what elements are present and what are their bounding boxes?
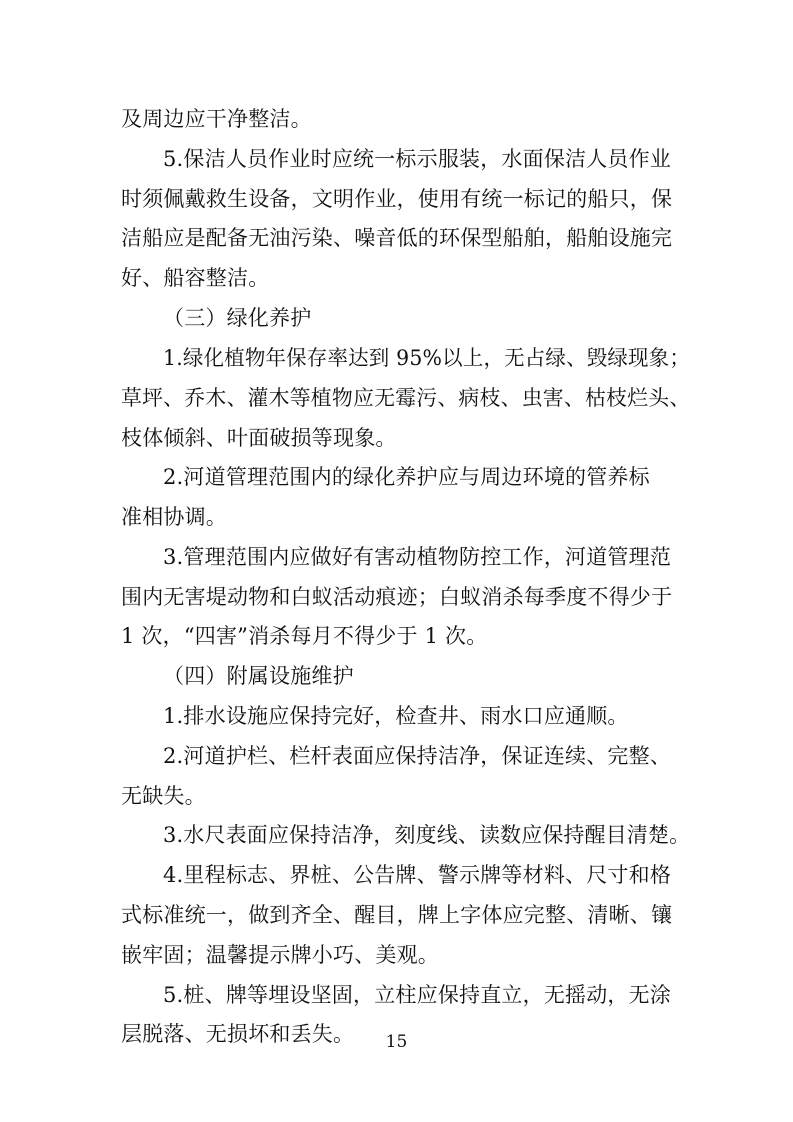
text-line: 2.河道管理范围内的绿化养护应与周边环境的管养标 [163,465,650,489]
text-line: 层脱落、无损坏和丢失。 [121,1022,355,1046]
text-line: 准相协调。 [121,505,227,529]
text-line: 式标准统一，做到齐全、醒目，牌上字体应完整、清晰、镶 [121,903,673,927]
text-line: 5.保洁人员作业时应统一标示服装，水面保洁人员作业 [163,147,672,171]
text-line: 1 次，“四害”消杀每月不得少于 1 次。 [121,624,488,648]
page-number: 15 [385,1032,408,1052]
text-line: 围内无害堤动物和白蚁活动痕迹；白蚁消杀每季度不得少于 [121,585,673,609]
section-heading: （四）附属设施维护 [163,664,354,688]
text-line: 1.排水设施应保持完好，检查井、雨水口应通顺。 [163,704,629,728]
text-line: 3.水尺表面应保持洁净，刻度线、读数应保持醒目清楚。 [163,823,691,847]
section-heading: （三）绿化养护 [163,306,312,330]
text-line: 5.桩、牌等埋设坚固，立柱应保持直立，无摇动，无涂 [163,983,672,1007]
text-line: 1.绿化植物年保存率达到 95%以上，无占绿、毁绿现象； [163,346,690,370]
text-line: 2.河道护栏、栏杆表面应保持洁净，保证连续、完整、 [163,744,672,768]
text-line: 洁船应是配备无油污染、噪音低的环保型船舶，船舶设施完 [121,226,673,250]
text-line: 好、船容整洁。 [121,266,270,290]
text-line: 无缺失。 [121,784,206,808]
text-line: 3.管理范围内应做好有害动植物防控工作，河道管理范 [163,545,672,569]
text-line: 枝体倾斜、叶面破损等现象。 [121,426,397,450]
text-line: 草坪、乔木、灌木等植物应无霉污、病枝、虫害、枯枝烂头、 [121,386,691,410]
text-line: 嵌牢固；温馨提示牌小巧、美观。 [121,943,439,967]
text-line: 4.里程标志、界桩、公告牌、警示牌等材料、尺寸和格 [163,863,672,887]
text-line: 及周边应干净整洁。 [121,107,312,131]
text-line: 时须佩戴救生设备，文明作业，使用有统一标记的船只，保 [121,187,673,211]
